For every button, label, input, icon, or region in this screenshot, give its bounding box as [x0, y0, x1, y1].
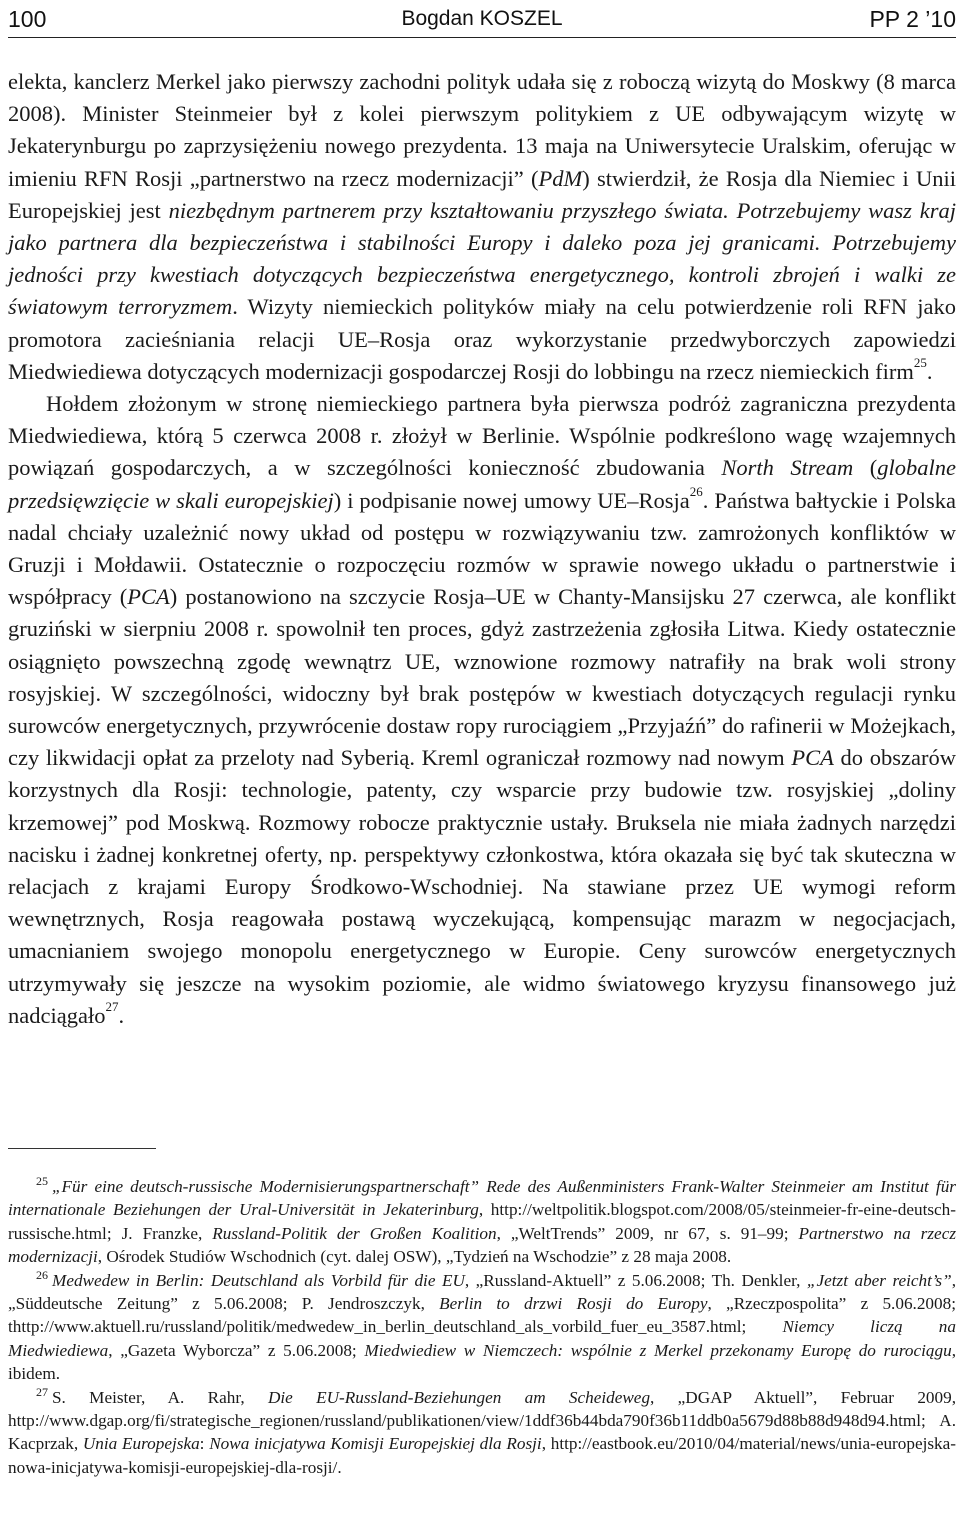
italic-run: Medwedew in Berlin: Deutschland als Vorbild für die EU — [52, 1270, 465, 1290]
italic-run: Berlin to drzwi Rosji do Europy — [439, 1294, 708, 1314]
text-run: , Ośrodek Studiów Wschodnich (cyt. dalej OSW), „Tydzień na Wschodzie” z 28 maja 2008. — [97, 1247, 732, 1267]
italic-run: „Für eine deutsch-russische Modernisierungspartnerschaft” Rede des Außenministers Frank-Walter Steinmeier am Institut für internationale Beziehungen der Ural-Universität in Jekaterinburg — [8, 1177, 956, 1220]
text-run: . Państwa bałtyckie i Polska nadal chciały uzależnić nowy układ od postępu w rozwiązywaniu tzw. zamrożonych konfliktów w Gruzji i Mołdawii. Ostatecznie o rozpoczęciu rozmów w sprawie nowego układu o partnerstwie i współpracy ( — [8, 487, 956, 610]
text-run: elekta, kanclerz Merkel jako pierwszy zachodni polityk udała się z roboczą wizytą do Moskwy (8 marca 2008). Minister Steinmeier był z kolei pierwszym politykiem z UE odbywającym wizytę w Jekaterynburgu po zaprzysiężeniu nowego prezydenta. 13 maja na Uniwersytecie Uralskim, oferując w imieniu RFN Rosji „partnerstwo na rzecz modernizacji” ( — [8, 69, 956, 191]
footnote-25 — [8, 1175, 956, 1269]
italic-run: PCA — [127, 584, 170, 610]
footnote-ref[interactable]: 25 — [913, 355, 927, 371]
footnote-ref[interactable]: 27 — [105, 999, 119, 1015]
footnotes — [8, 1175, 956, 1479]
author-name: Bogdan KOSZEL — [401, 7, 563, 30]
text-run: , „Süddeutsche Zeitung” z 5.06.2008; P. Jendroszczyk, — [8, 1270, 956, 1314]
italic-run: Unia Europejska — [82, 1434, 200, 1454]
text-run: do obszarów korzystnych dla Rosji: technologie, patenty, czy wsparcie przy budowie tzw. rosyjskiej „doliny krzemowej” pod Moskwą. Rozmowy robocze praktycznie ustały. Bruksela nie miała żadnych narzędzi nacisku i żadnej konkretnej oferty, np. perspektywy członkostwa, która okazała się być tak skuteczna w relacjach z krajami Europy Środkowo-Wschodniej. Na stawiane przez UE wymogi reform wewnętrznych, Rosja reagowała postawą wyczekującą, kompensując marazm w negocjacjach, umacnianiem swojego monopolu energetycznego w Europie. Ceny surowców energetycznych utrzymywały się jeszcze na wysokim poziomie, ale widmo światowego kryzysu finansowego już nadciągało — [8, 745, 956, 1028]
footnote-number: 25 — [36, 1174, 48, 1189]
text-run: , „WeltTrends” 2009, nr 67, s. 91–99; — [496, 1223, 799, 1243]
text-run: ) i podpisanie nowej umowy UE–Rosja — [333, 487, 690, 513]
text-run: , „Russland-Aktuell” z 5.06.2008; Th. Denkler, — [464, 1270, 807, 1290]
text-run: . — [118, 1002, 125, 1028]
text-run: , „DGAP Aktuell”, Februar 2009, http://www.dgap.org/fi/strategische_regionen/russland/publikationen/view/1ddf36b44bda790f36b11ddb0a5679d88b88d948d94.html; A. Kacprzak, — [8, 1387, 956, 1454]
text-run: ) stwierdził, że Rosja dla Niemiec i Unii Europejskiej jest — [8, 165, 956, 223]
italic-run: North Stream — [721, 455, 854, 481]
journal-issue: PP 2 ’10 — [869, 6, 956, 32]
italic-run: niezbędnym partnerem przy kształtowaniu przyszłego świata. Potrzebujemy wasz kraj jako partnera dla bezpieczeństwa i stabilności Europy i daleko poza jej granicami. Potrzebujemy jedności przy kwestiach dotyczących bezpieczeństwa energetycznego, kontroli zbrojeń i walki ze światowym terroryzmem — [8, 197, 956, 320]
footnote-number: 27 — [36, 1384, 48, 1399]
text-run: : — [199, 1434, 210, 1454]
footnote-number: 26 — [36, 1267, 48, 1282]
italic-run: Die EU-Russland-Beziehungen am Scheideweg — [267, 1387, 651, 1407]
paragraph-2 — [8, 388, 956, 1032]
paragraph-1 — [8, 66, 956, 388]
italic-run: Nowa inicjatywa Komisji Europejskiej dla Rosji — [209, 1434, 542, 1454]
italic-run: Niemcy liczą na Miedwiediewa — [8, 1317, 956, 1360]
italic-run: Partnerstwo na rzecz modernizacji — [8, 1223, 957, 1267]
text-run: ) postanowiono na szczycie Rosja–UE w Chanty-Mansijsku 27 czerwca, ale konflikt gruziński w sierpniu 2008 r. spowolnił ten proces, gdyż zastrzeżenia zgłosiła Litwa. Kiedy ostatecznie osiągnięto powszechną zgodę wewnątrz UE, wznowione rozmowy natrafiły na brak woli strony rosyjskiej. W szczególności, widoczny był brak postępów w kwestiach dotyczących regulacji rynku surowców energetycznych, przywrócenie dostaw ropy rurociągiem „Przyjaźń” do rafinerii w Możejkach, czy likwidacji opłat za przeloty nad Syberią. Kreml ograniczał rozmowy nad nowym — [8, 584, 956, 771]
italic-run: PCA — [791, 745, 834, 771]
italic-run: globalne przedsięwzięcie w skali europejskiej — [8, 455, 956, 513]
italic-run: PdM — [538, 165, 583, 191]
text-run: Hołdem złożonym w stronę niemieckiego partnera była pierwsza podróż zagraniczna prezydenta Miedwiediewa, którą 5 czerwca 2008 r. złożył w Berlinie. Wspólnie podkreślono wagę wzajemnych powiązań gospodarczych, a w szczególności konieczność zbudowania — [8, 391, 956, 481]
body-text — [8, 66, 956, 1032]
running-header — [8, 2, 956, 38]
text-run: S. Meister, A. Rahr, — [52, 1387, 268, 1407]
italic-run: Russland-Politik der Großen Koalition — [212, 1223, 497, 1243]
text-run: , http://eastbook.eu/2010/04/material/news/unia-europejska-nowa-inicjatywa-komisji-europejskiej-dla-rosji/. — [8, 1434, 956, 1477]
text-run: , „Gazeta Wyborcza” z 5.06.2008; — [108, 1340, 365, 1360]
text-run: ( — [853, 455, 878, 481]
header-rule — [8, 37, 956, 38]
italic-run: Miedwiediew w Niemczech: wspólnie z Merkel przekonamy Europę do rurociągu — [364, 1340, 952, 1360]
page-number: 100 — [8, 6, 47, 32]
footnote-ref[interactable]: 26 — [689, 484, 703, 500]
footnote-26 — [8, 1269, 956, 1386]
footnote-27 — [8, 1386, 956, 1480]
italic-run: „Jetzt aber reicht’s” — [806, 1270, 952, 1290]
text-run: . — [926, 358, 933, 384]
text-run: , „Rzeczpospolita” z 5.06.2008; thttp://www.aktuell.ru/russland/politik/medwedew_in_berlin_deutschland_als_vorbild_fuer_eu_3587.html; — [8, 1294, 956, 1337]
text-run: , ibidem. — [8, 1340, 956, 1384]
text-run: . Wizyty niemieckich polityków miały na celu potwierdzenie roli RFN jako promotora zacieśniania relacji UE–Rosja oraz wykorzystanie przedwyborczych zapowiedzi Miedwiediewa dotyczących modernizacji gospodarczej Rosji do lobbingu na rzecz niemieckich firm — [8, 294, 956, 384]
text-run: , http://weltpolitik.blogspot.com/2008/05/steinmeier-fr-eine-deutsch-russische.html; J. Franzke, — [8, 1200, 956, 1243]
footnote-rule — [8, 1148, 156, 1149]
